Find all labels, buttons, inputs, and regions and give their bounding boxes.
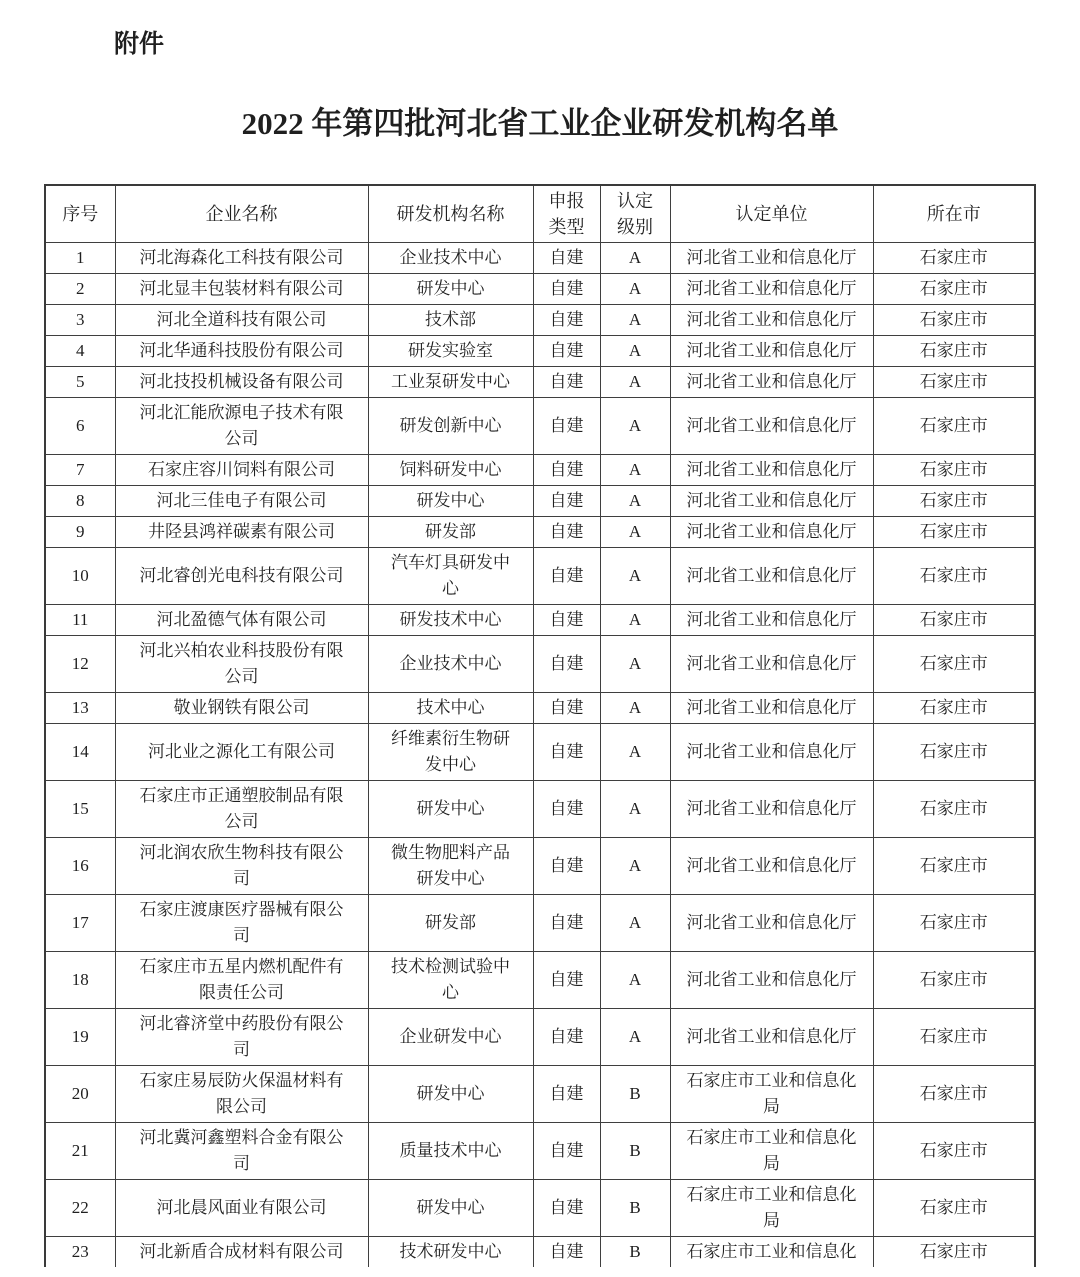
- cell-company: 石家庄市五星内燃机配件有限责任公司: [115, 952, 368, 1009]
- cell-type: 自建: [533, 274, 600, 305]
- cell-level: A: [600, 336, 670, 367]
- cell-type: 自建: [533, 724, 600, 781]
- cell-authority: 河北省工业和信息化厅: [670, 1009, 873, 1066]
- cell-institution: 技术中心: [368, 693, 533, 724]
- cell-level: A: [600, 605, 670, 636]
- cell-institution: 饲料研发中心: [368, 455, 533, 486]
- cell-index: 17: [45, 895, 115, 952]
- cell-city: 石家庄市: [873, 1180, 1035, 1237]
- cell-company: 井陉县鸿祥碳素有限公司: [115, 517, 368, 548]
- cell-level: A: [600, 243, 670, 274]
- cell-authority: 河北省工业和信息化厅: [670, 517, 873, 548]
- cell-company: 河北汇能欣源电子技术有限公司: [115, 398, 368, 455]
- cell-authority: 石家庄市工业和信息化局: [670, 1123, 873, 1180]
- cell-type: 自建: [533, 693, 600, 724]
- cell-type: 自建: [533, 1066, 600, 1123]
- cell-city: 石家庄市: [873, 517, 1035, 548]
- table-row: [45, 838, 1035, 895]
- cell-type: 自建: [533, 1123, 600, 1180]
- cell-institution: 研发创新中心: [368, 398, 533, 455]
- cell-level: A: [600, 305, 670, 336]
- cell-city: 石家庄市: [873, 781, 1035, 838]
- cell-level: A: [600, 548, 670, 605]
- cell-type: 自建: [533, 895, 600, 952]
- cell-institution: 微生物肥料产品研发中心: [368, 838, 533, 895]
- cell-level: B: [600, 1237, 670, 1268]
- cell-company: 河北盈德气体有限公司: [115, 605, 368, 636]
- cell-authority: 河北省工业和信息化厅: [670, 305, 873, 336]
- cell-type: 自建: [533, 305, 600, 336]
- cell-company: 河北海森化工科技有限公司: [115, 243, 368, 274]
- cell-authority: 河北省工业和信息化厅: [670, 274, 873, 305]
- cell-institution: 工业泵研发中心: [368, 367, 533, 398]
- cell-type: 自建: [533, 367, 600, 398]
- table-row: [45, 1237, 1035, 1268]
- table-row: [45, 367, 1035, 398]
- cell-city: 石家庄市: [873, 1123, 1035, 1180]
- cell-level: B: [600, 1123, 670, 1180]
- cell-level: A: [600, 895, 670, 952]
- cell-city: 石家庄市: [873, 243, 1035, 274]
- cell-level: A: [600, 486, 670, 517]
- cell-authority: 河北省工业和信息化厅: [670, 952, 873, 1009]
- cell-index: 12: [45, 636, 115, 693]
- cell-company: 石家庄渡康医疗器械有限公司: [115, 895, 368, 952]
- cell-institution: 企业技术中心: [368, 243, 533, 274]
- table-row: [45, 952, 1035, 1009]
- cell-company: 石家庄易辰防火保温材料有限公司: [115, 1066, 368, 1123]
- cell-authority: 河北省工业和信息化厅: [670, 367, 873, 398]
- cell-type: 自建: [533, 243, 600, 274]
- cell-type: 自建: [533, 517, 600, 548]
- table-row: [45, 1009, 1035, 1066]
- cell-company: 河北三佳电子有限公司: [115, 486, 368, 517]
- document-title: 2022 年第四批河北省工业企业研发机构名单: [241, 106, 839, 141]
- cell-institution: 研发中心: [368, 486, 533, 517]
- cell-institution: 质量技术中心: [368, 1123, 533, 1180]
- cell-city: 石家庄市: [873, 952, 1035, 1009]
- cell-company: 河北新盾合成材料有限公司: [115, 1237, 368, 1268]
- cell-type: 自建: [533, 548, 600, 605]
- cell-city: 石家庄市: [873, 548, 1035, 605]
- cell-city: 石家庄市: [873, 1066, 1035, 1123]
- table-row: [45, 1123, 1035, 1180]
- cell-authority: 河北省工业和信息化厅: [670, 636, 873, 693]
- cell-city: 石家庄市: [873, 1009, 1035, 1066]
- cell-authority: 石家庄市工业和信息化局: [670, 1066, 873, 1123]
- cell-type: 自建: [533, 636, 600, 693]
- cell-level: A: [600, 636, 670, 693]
- table-row: [45, 274, 1035, 305]
- cell-level: B: [600, 1066, 670, 1123]
- cell-company: 河北技投机械设备有限公司: [115, 367, 368, 398]
- cell-city: 石家庄市: [873, 605, 1035, 636]
- table-row: [45, 548, 1035, 605]
- cell-institution: 纤维素衍生物研发中心: [368, 724, 533, 781]
- cell-company: 石家庄容川饲料有限公司: [115, 455, 368, 486]
- cell-type: 自建: [533, 398, 600, 455]
- cell-level: A: [600, 838, 670, 895]
- table-header: [45, 185, 1035, 243]
- cell-level: A: [600, 952, 670, 1009]
- cell-city: 石家庄市: [873, 838, 1035, 895]
- table-row: [45, 693, 1035, 724]
- header-level: 认定级别: [600, 185, 670, 243]
- cell-type: 自建: [533, 1180, 600, 1237]
- table-row: [45, 636, 1035, 693]
- cell-authority: 河北省工业和信息化厅: [670, 895, 873, 952]
- cell-company: 河北冀河鑫塑料合金有限公司: [115, 1123, 368, 1180]
- table-row: [45, 517, 1035, 548]
- cell-index: 14: [45, 724, 115, 781]
- cell-type: 自建: [533, 455, 600, 486]
- cell-level: A: [600, 724, 670, 781]
- table-row: [45, 455, 1035, 486]
- table-row: [45, 605, 1035, 636]
- cell-authority: 河北省工业和信息化厅: [670, 455, 873, 486]
- cell-authority: 石家庄市工业和信息化局: [670, 1180, 873, 1237]
- cell-index: 6: [45, 398, 115, 455]
- cell-type: 自建: [533, 838, 600, 895]
- cell-institution: 研发中心: [368, 274, 533, 305]
- header-type: 申报类型: [533, 185, 600, 243]
- cell-city: 石家庄市: [873, 724, 1035, 781]
- cell-index: 23: [45, 1237, 115, 1268]
- table-row: [45, 1180, 1035, 1237]
- cell-index: 2: [45, 274, 115, 305]
- cell-level: A: [600, 781, 670, 838]
- cell-institution: 技术部: [368, 305, 533, 336]
- cell-company: 石家庄市正通塑胶制品有限公司: [115, 781, 368, 838]
- cell-index: 13: [45, 693, 115, 724]
- cell-level: B: [600, 1180, 670, 1237]
- cell-index: 8: [45, 486, 115, 517]
- table-row: [45, 336, 1035, 367]
- cell-city: 石家庄市: [873, 336, 1035, 367]
- rd-institutions-table: [44, 184, 1036, 1267]
- cell-city: 石家庄市: [873, 305, 1035, 336]
- cell-level: A: [600, 517, 670, 548]
- cell-authority: 河北省工业和信息化厅: [670, 548, 873, 605]
- cell-authority: 河北省工业和信息化厅: [670, 693, 873, 724]
- cell-level: A: [600, 1009, 670, 1066]
- cell-type: 自建: [533, 1237, 600, 1268]
- cell-company: 敬业钢铁有限公司: [115, 693, 368, 724]
- header-index: 序号: [45, 185, 115, 243]
- cell-institution: 技术检测试验中心: [368, 952, 533, 1009]
- cell-index: 9: [45, 517, 115, 548]
- table-row: [45, 243, 1035, 274]
- cell-institution: 研发中心: [368, 781, 533, 838]
- cell-level: A: [600, 455, 670, 486]
- cell-index: 15: [45, 781, 115, 838]
- cell-institution: 研发中心: [368, 1180, 533, 1237]
- cell-index: 1: [45, 243, 115, 274]
- cell-institution: 研发技术中心: [368, 605, 533, 636]
- cell-authority: 河北省工业和信息化厅: [670, 398, 873, 455]
- cell-index: 19: [45, 1009, 115, 1066]
- cell-institution: 研发实验室: [368, 336, 533, 367]
- cell-company: 河北睿济堂中药股份有限公司: [115, 1009, 368, 1066]
- cell-institution: 企业技术中心: [368, 636, 533, 693]
- cell-institution: 研发中心: [368, 1066, 533, 1123]
- cell-company: 河北全道科技有限公司: [115, 305, 368, 336]
- cell-index: 7: [45, 455, 115, 486]
- cell-type: 自建: [533, 605, 600, 636]
- cell-level: A: [600, 693, 670, 724]
- cell-index: 4: [45, 336, 115, 367]
- table-row: [45, 895, 1035, 952]
- cell-city: 石家庄市: [873, 1237, 1035, 1268]
- cell-city: 石家庄市: [873, 693, 1035, 724]
- table-row: [45, 781, 1035, 838]
- cell-index: 3: [45, 305, 115, 336]
- cell-level: A: [600, 367, 670, 398]
- cell-type: 自建: [533, 486, 600, 517]
- cell-type: 自建: [533, 781, 600, 838]
- cell-index: 11: [45, 605, 115, 636]
- cell-index: 20: [45, 1066, 115, 1123]
- cell-index: 22: [45, 1180, 115, 1237]
- cell-city: 石家庄市: [873, 486, 1035, 517]
- cell-authority: 河北省工业和信息化厅: [670, 605, 873, 636]
- cell-company: 河北华通科技股份有限公司: [115, 336, 368, 367]
- header-city: 所在市: [873, 185, 1035, 243]
- cell-type: 自建: [533, 952, 600, 1009]
- cell-type: 自建: [533, 336, 600, 367]
- table-body: [45, 243, 1035, 1268]
- cell-institution: 研发部: [368, 895, 533, 952]
- cell-index: 18: [45, 952, 115, 1009]
- cell-institution: 汽车灯具研发中心: [368, 548, 533, 605]
- header-row: [45, 185, 1035, 243]
- cell-authority: 河北省工业和信息化厅: [670, 781, 873, 838]
- table-row: [45, 724, 1035, 781]
- cell-city: 石家庄市: [873, 636, 1035, 693]
- cell-city: 石家庄市: [873, 455, 1035, 486]
- cell-authority: 河北省工业和信息化厅: [670, 486, 873, 517]
- cell-index: 5: [45, 367, 115, 398]
- cell-authority: 河北省工业和信息化厅: [670, 838, 873, 895]
- cell-level: A: [600, 398, 670, 455]
- cell-city: 石家庄市: [873, 274, 1035, 305]
- cell-company: 河北晨风面业有限公司: [115, 1180, 368, 1237]
- attachment-label: 附件: [114, 31, 165, 58]
- cell-institution: 企业研发中心: [368, 1009, 533, 1066]
- table-row: [45, 305, 1035, 336]
- cell-authority: 河北省工业和信息化厅: [670, 724, 873, 781]
- header-authority: 认定单位: [670, 185, 873, 243]
- cell-authority: 河北省工业和信息化厅: [670, 243, 873, 274]
- table-row: [45, 398, 1035, 455]
- cell-city: 石家庄市: [873, 398, 1035, 455]
- cell-city: 石家庄市: [873, 367, 1035, 398]
- cell-company: 河北业之源化工有限公司: [115, 724, 368, 781]
- header-company: 企业名称: [115, 185, 368, 243]
- cell-company: 河北兴柏农业科技股份有限公司: [115, 636, 368, 693]
- cell-company: 河北显丰包装材料有限公司: [115, 274, 368, 305]
- cell-index: 16: [45, 838, 115, 895]
- cell-type: 自建: [533, 1009, 600, 1066]
- cell-index: 21: [45, 1123, 115, 1180]
- cell-institution: 研发部: [368, 517, 533, 548]
- cell-authority: 河北省工业和信息化厅: [670, 336, 873, 367]
- cell-company: 河北睿创光电科技有限公司: [115, 548, 368, 605]
- header-institution: 研发机构名称: [368, 185, 533, 243]
- cell-company: 河北润农欣生物科技有限公司: [115, 838, 368, 895]
- table-row: [45, 486, 1035, 517]
- cell-level: A: [600, 274, 670, 305]
- cell-index: 10: [45, 548, 115, 605]
- cell-authority: 石家庄市工业和信息化: [670, 1237, 873, 1268]
- cell-city: 石家庄市: [873, 895, 1035, 952]
- table-row: [45, 1066, 1035, 1123]
- cell-institution: 技术研发中心: [368, 1237, 533, 1268]
